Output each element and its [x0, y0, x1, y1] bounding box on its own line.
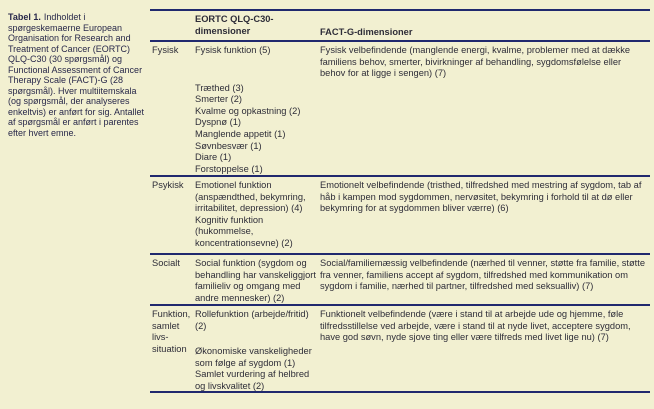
factg-cell: Fysisk velbefindende (manglende energi, kvalme, problemer med at dække familiens behov, smerter, bivirkninger af behandling, sygdomsfølelse eller behov for at ligge i sengen) (7): [320, 45, 631, 79]
eortc-item: Samlet vurdering af helbred og livskvalitet (2): [195, 369, 310, 391]
eortc-item: Kognitiv funktion (hukommelse, koncentrationsevne) (2): [195, 214, 293, 248]
eortc-item: Emotionel funktion (anspændthed, bekymring, irritabilitet, depression) (4): [195, 180, 306, 214]
column-header-eortc: EORTC QLQ-C30-dimensioner: [195, 14, 274, 36]
row-category: Socialt: [152, 258, 180, 268]
eortc-cell: [195, 255, 320, 304]
eortc-item: Social funktion (sygdom og behandling har vanskeliggjort familieliv og omgang med andre mennesker) (2): [195, 258, 316, 303]
eortc-cell: [195, 177, 320, 253]
header-empty-cell: [150, 11, 195, 40]
factg-cell: Emotionelt velbefindende (tristhed, tilfredshed med mestring af sygdom, tab af håb i kampen mod sygdommen, nervøsitet, bekymring i forhold til at dø eller bekymring for at sygdommen bliver værre) (6): [320, 180, 642, 214]
table-row-psykisk: [150, 175, 650, 253]
table-header-row: [150, 9, 650, 40]
table-row-fysisk: [150, 40, 650, 175]
table-row-socialt: [150, 253, 650, 304]
eortc-item: Rollefunktion (arbejde/fritid) (2): [195, 309, 309, 331]
eortc-item: Dyspnø (1): [195, 117, 241, 128]
row-category: Funktion, samlet livs-situation: [152, 309, 191, 354]
factg-cell: Funktionelt velbefindende (være i stand til at arbejde ude og hjemme, føle tilfredsstillelse ved arbejde, være i stand til at nyde livet, acceptere sygdom, have god søvn, nyde sjove ting eller være tilfreds med livet lige nu) (7): [320, 309, 631, 343]
eortc-item: Kvalme og opkastning (2): [195, 105, 301, 116]
eortc-cell: [195, 306, 320, 391]
table-row-funktion: [150, 304, 650, 391]
table-caption: [8, 12, 149, 138]
data-table: [150, 9, 650, 393]
eortc-item: Forstoppelse (1): [195, 163, 263, 174]
eortc-item-group: [195, 83, 316, 175]
row-category: Fysisk: [152, 45, 179, 55]
factg-cell: Social/familiemæssig velbefindende (nærhed til venner, støtte fra familie, støtte fra venner, familiens accept af sygdom, tilfredshed med kommunikation om sygdom i familie, nærhed til partner, tilfredshed med seksualliv) (7): [320, 258, 646, 292]
eortc-item: Smerter (2): [195, 94, 243, 105]
eortc-item-group: [195, 309, 316, 332]
caption-label: Tabel 1.: [8, 12, 41, 22]
eortc-item-group: [195, 180, 316, 250]
eortc-item-group: [195, 346, 316, 391]
column-header-factg: FACT-G-dimensioner: [320, 27, 413, 38]
eortc-item-group: [195, 45, 316, 57]
row-category: Psykisk: [152, 180, 184, 190]
eortc-item: Manglende appetit (1): [195, 128, 286, 139]
eortc-item: Fysisk funktion (5): [195, 45, 271, 55]
caption-text: Indholdet i spørgeskemaerne European Organisation for Research and Treatment of Cancer (EORTC) QLQ-C30 (30 spørgsmål) og Functional Assessment of Cancer Therapy Scale (FACT)-G (28 spørgsmål). Hver multiitemskala (og spørgsmål, der analyseres enkeltvis) er anført for sig. Antallet af spørgsmål er anført i parentes efter hvert emne.: [8, 12, 145, 138]
eortc-item: Træthed (3): [195, 82, 244, 93]
eortc-cell: [195, 42, 320, 175]
eortc-item: Søvnbesvær (1): [195, 140, 262, 151]
eortc-item: Økonomiske vanskeligheder som følge af sygdom (1): [195, 346, 312, 368]
eortc-item: Diare (1): [195, 152, 232, 163]
eortc-item-group: [195, 258, 316, 304]
